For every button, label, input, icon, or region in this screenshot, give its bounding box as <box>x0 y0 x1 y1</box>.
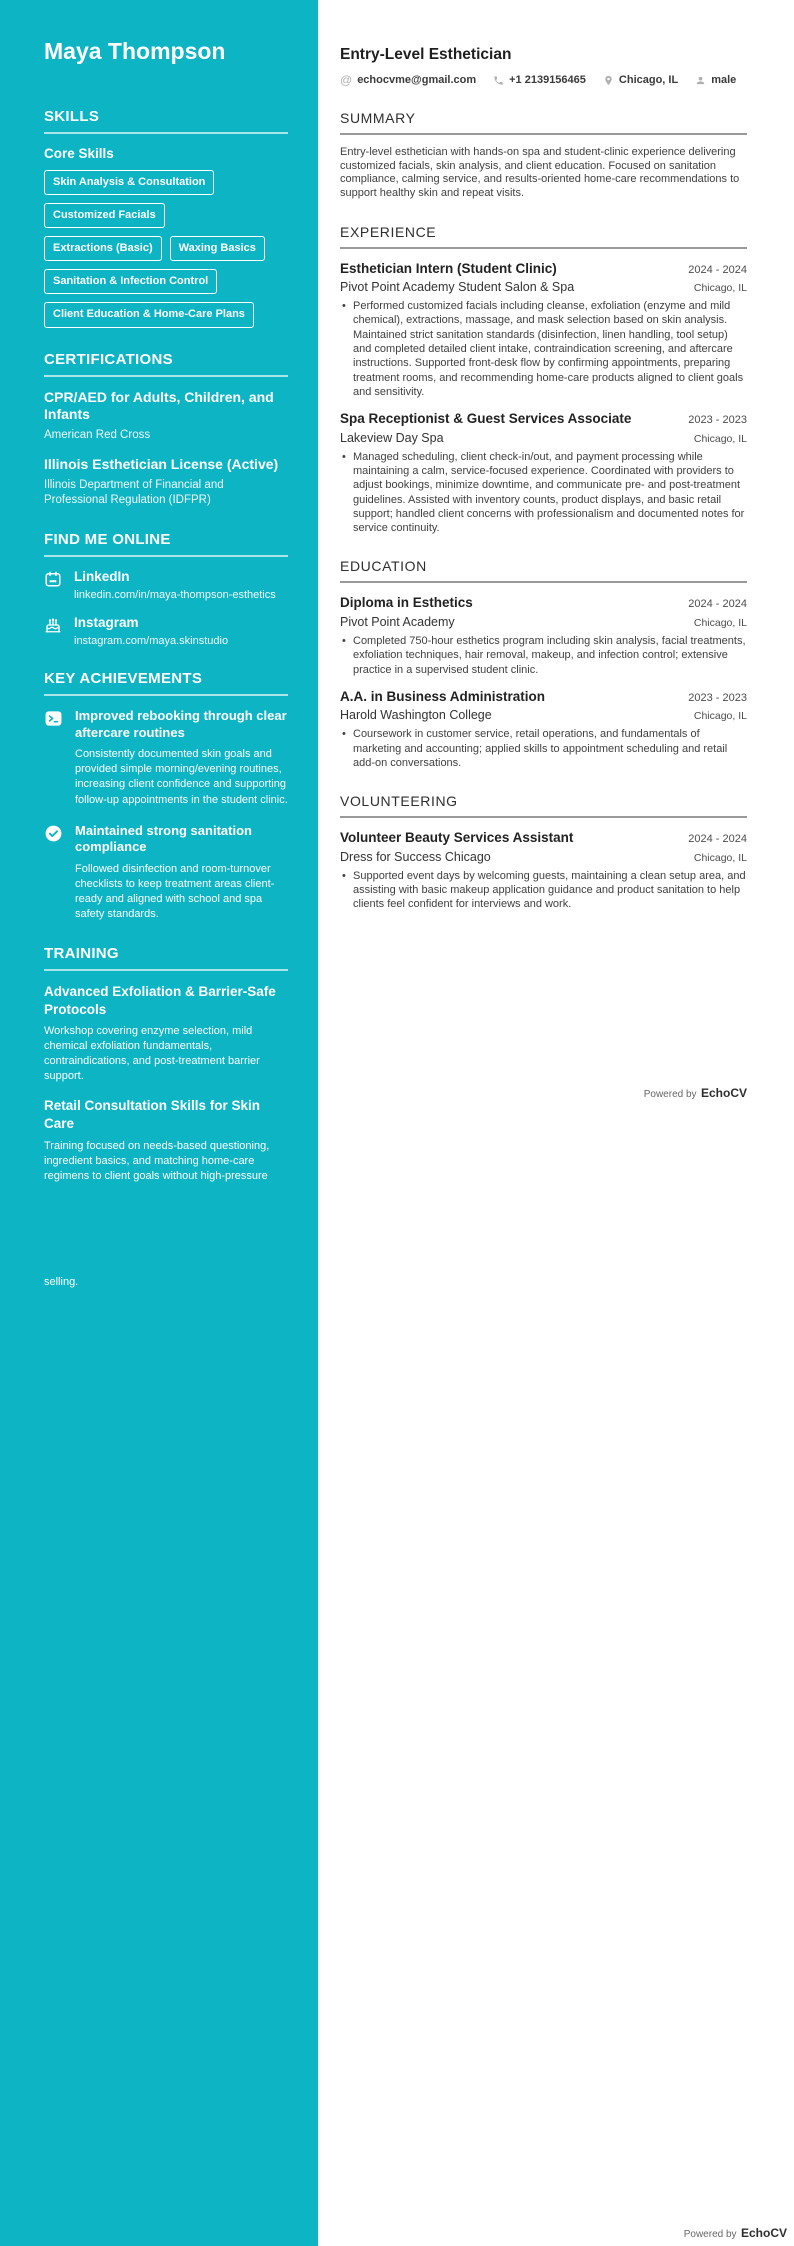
powered-by-brand: EchoCV <box>740 2226 787 2240</box>
experience-entry <box>340 410 747 535</box>
experience-dates: 2023 - 2023 <box>688 414 747 427</box>
contact-location <box>603 74 678 86</box>
education-degree: Diploma in Esthetics <box>340 595 473 611</box>
skill-tag: Skin Analysis & Consultation <box>44 170 214 195</box>
experience-section-title: EXPERIENCE <box>340 224 747 249</box>
education-section <box>340 558 747 770</box>
experience-dates: 2024 - 2024 <box>688 263 747 276</box>
contact-phone-value: +1 2139156465 <box>509 74 586 86</box>
certifications-section-title: CERTIFICATIONS <box>44 351 288 377</box>
terminal-icon <box>44 708 63 808</box>
experience-company: Lakeview Day Spa <box>340 430 444 445</box>
education-dates: 2023 - 2023 <box>688 691 747 704</box>
training-item <box>44 1097 288 1183</box>
volunteering-bullet: • Supported event days by welcoming guests, maintaining a clean setup area, and assisting with basic makeup application guidance and product sanitation to help clients feel confident for interviews and work. <box>340 869 747 912</box>
find-me-online-title: FIND ME ONLINE <box>44 531 288 557</box>
experience-company: Pivot Point Academy Student Salon & Spa <box>340 280 575 295</box>
contact-location-value: Chicago, IL <box>618 74 679 86</box>
social-link-url[interactable]: instagram.com/maya.skinstudio <box>74 635 229 648</box>
training-description: Workshop covering enzyme selection, mild chemical exfoliation fundamentals, contraindications, and post-treatment barrier support. <box>44 1025 260 1083</box>
achievement-title: Maintained strong sanitation compliance <box>75 822 252 855</box>
experience-entry <box>340 260 747 400</box>
volunteering-section-title: VOLUNTEERING <box>340 793 747 818</box>
contact-gender <box>695 74 736 86</box>
education-section-title: EDUCATION <box>340 558 747 583</box>
resume-main <box>318 0 794 2246</box>
contact-row <box>340 73 747 87</box>
education-bullet: • Completed 750-hour esthetics program including skin analysis, facial treatments, exfoliation techniques, hair removal, makeup, and infection control; extensive practice in a supervised student clinic. <box>340 634 747 677</box>
training-section <box>44 945 288 1288</box>
summary-section-title: SUMMARY <box>340 110 747 135</box>
summary-text: Entry-level esthetician with hands-on spa and student-clinic experience delivering customized facials, skin analysis, and client education. Focused on sanitation compliance, calming service, and results-oriented home-care recommendations to support healthy skin and repeat visits. <box>340 146 740 199</box>
certification-name: Illinois Esthetician License (Active) <box>44 456 279 473</box>
email-at-icon: @ <box>340 73 353 87</box>
certification-item <box>44 456 288 508</box>
person-icon <box>695 75 706 86</box>
experience-bullet: • Managed scheduling, client check-in/out, and payment processing while maintaining a calm, service-focused experience. Coordinated with providers to adjust bookings, minimize downtime, and communicate pre- and post-treatment guidelines. Assisted with inventory counts, product displays, and basic retail support; handled client concerns with professionalism and documented notes for service continuity. <box>340 450 747 536</box>
education-degree: A.A. in Business Administration <box>340 688 546 704</box>
volunteering-section <box>340 793 747 911</box>
powered-by-page2 <box>684 2224 787 2242</box>
contact-phone <box>493 74 586 86</box>
experience-job-title: Esthetician Intern (Student Clinic) <box>340 260 557 276</box>
social-link-url[interactable]: linkedin.com/in/maya-thompson-esthetics <box>74 589 276 602</box>
training-description-overflow: selling. <box>44 1275 79 1288</box>
achievement-item <box>44 708 288 808</box>
training-section-title: TRAINING <box>44 945 288 971</box>
experience-section <box>340 224 747 536</box>
experience-bullet: • Performed customized facials including cleanse, exfoliation (enzyme and mild chemical), extractions, massage, and mask selection based on skin analysis. Maintained strict sanitation standards (disinfection, linen handling, tool setup) and completed detailed client intake, contraindication screening, and aftercare instructions. Supported front-desk flow by confirming appointments, preparing treatment rooms, and recommending home-care products aligned to client goals and sensitivity. <box>340 299 747 399</box>
key-achievements-section <box>44 670 288 922</box>
certification-name: CPR/AED for Adults, Children, and Infants <box>44 388 274 423</box>
certification-item <box>44 389 288 444</box>
experience-job-title: Spa Receptionist & Guest Services Associate <box>340 411 632 427</box>
skill-tag: Extractions (Basic) <box>44 236 162 261</box>
phone-icon <box>493 75 504 86</box>
location-pin-icon <box>603 75 614 86</box>
calendar-icon <box>44 569 62 601</box>
skill-tag: Client Education & Home-Care Plans <box>44 302 254 327</box>
volunteering-organization: Dress for Success Chicago <box>340 849 491 864</box>
person-name: Maya Thompson <box>44 38 226 64</box>
education-location: Chicago, IL <box>693 617 747 629</box>
training-title: Advanced Exfoliation & Barrier-Safe Protocols <box>44 984 276 1017</box>
training-description: Training focused on needs-based questioning, ingredient basics, and matching home-care regimens to client goals without high-pressure <box>44 1139 270 1182</box>
skill-tag: Sanitation & Infection Control <box>44 269 217 294</box>
powered-by-label: Powered by <box>683 2229 737 2240</box>
skill-tag: Customized Facials <box>44 203 165 228</box>
powered-by-label: Powered by <box>643 1088 697 1100</box>
skill-tag-list <box>44 170 288 328</box>
achievement-item <box>44 823 288 923</box>
social-link-label: LinkedIn <box>74 569 130 585</box>
certification-issuer: American Red Cross <box>44 429 151 442</box>
skills-section-title: SKILLS <box>44 108 288 134</box>
education-school: Pivot Point Academy <box>340 615 455 629</box>
education-entry <box>340 688 747 770</box>
certification-issuer: Illinois Department of Financial and Professional Regulation (IDFPR) <box>44 479 224 507</box>
skills-group-label: Core Skills <box>44 145 114 161</box>
powered-by-page1 <box>340 1084 747 1102</box>
education-dates: 2024 - 2024 <box>688 598 747 611</box>
experience-location: Chicago, IL <box>693 432 747 445</box>
contact-email[interactable] <box>340 73 476 87</box>
key-achievements-title: KEY ACHIEVEMENTS <box>44 670 288 696</box>
sidebar <box>0 0 318 2246</box>
find-me-online-section <box>44 531 288 647</box>
skills-section <box>44 108 288 328</box>
education-entry <box>340 594 747 676</box>
skill-tag: Waxing Basics <box>170 236 265 261</box>
headline-job-title: Entry-Level Esthetician <box>340 46 512 63</box>
achievement-title: Improved rebooking through clear aftercare routines <box>75 708 287 740</box>
powered-by-brand: EchoCV <box>700 1085 747 1100</box>
social-link-instagram[interactable] <box>44 615 288 647</box>
social-link-linkedin[interactable] <box>44 569 288 601</box>
achievement-description: Followed disinfection and room-turnover checklists to keep treatment areas client-ready and aligned with school and spa safety standards. <box>75 862 275 920</box>
volunteering-entry <box>340 829 747 911</box>
training-title: Retail Consultation Skills for Skin Care <box>44 1098 261 1131</box>
contact-gender-value: male <box>711 74 737 86</box>
education-location: Chicago, IL <box>693 710 747 723</box>
check-circle-icon <box>44 823 63 923</box>
certifications-section <box>44 351 288 509</box>
volunteering-role: Volunteer Beauty Services Assistant <box>340 830 574 846</box>
experience-location: Chicago, IL <box>693 282 747 295</box>
cake-icon <box>44 615 62 647</box>
volunteering-dates: 2024 - 2024 <box>688 833 747 846</box>
achievement-description: Consistently documented skin goals and provided simple morning/evening routines, increasing client confidence and supporting follow-up appointments in the student clinic. <box>75 748 288 806</box>
contact-email-value: echocvme@gmail.com <box>357 74 477 86</box>
social-link-label: Instagram <box>74 615 139 631</box>
training-item <box>44 983 288 1084</box>
education-bullet: • Coursework in customer service, retail operations, and fundamentals of marketing and accounting; applied skills to appointment scheduling and retail add-on conversations. <box>340 727 747 770</box>
education-school: Harold Washington College <box>340 708 492 723</box>
volunteering-location: Chicago, IL <box>693 851 747 864</box>
summary-section <box>340 110 747 201</box>
